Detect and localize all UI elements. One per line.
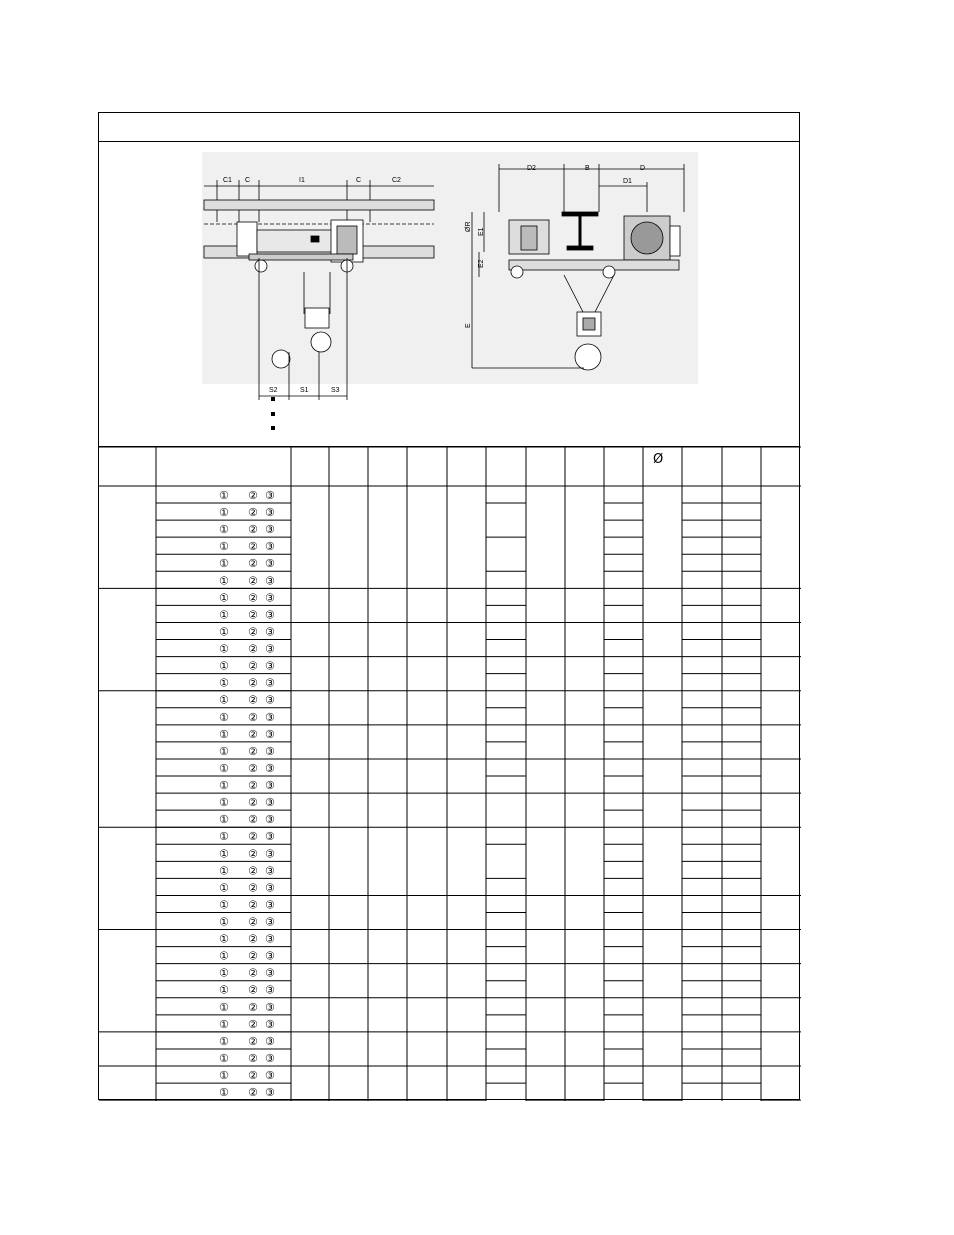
marker-2: ② — [248, 898, 258, 912]
dimension-table — [99, 113, 801, 1101]
marker-3: ③ — [265, 761, 275, 775]
marker-3: ③ — [265, 642, 275, 656]
marker-3: ③ — [265, 1051, 275, 1065]
marker-2: ② — [248, 1051, 258, 1065]
marker-2: ② — [248, 1086, 258, 1100]
marker-2: ② — [248, 881, 258, 895]
marker-1: ① — [219, 744, 229, 758]
marker-2: ② — [248, 932, 258, 946]
marker-1: ① — [219, 625, 229, 639]
marker-2: ② — [248, 523, 258, 537]
marker-3: ③ — [265, 796, 275, 810]
marker-2: ② — [248, 847, 258, 861]
marker-1: ① — [219, 949, 229, 963]
marker-1: ① — [219, 1086, 229, 1100]
marker-2: ② — [248, 642, 258, 656]
marker-1: ① — [219, 659, 229, 673]
label-e2: E2 — [478, 259, 485, 268]
label-s3: S3 — [331, 387, 340, 394]
marker-3: ③ — [265, 693, 275, 707]
marker-2: ② — [248, 506, 258, 520]
marker-1: ① — [219, 693, 229, 707]
marker-1: ① — [219, 710, 229, 724]
marker-3: ③ — [265, 625, 275, 639]
marker-3: ③ — [265, 540, 275, 554]
marker-3: ③ — [265, 949, 275, 963]
marker-1: ① — [219, 898, 229, 912]
marker-3: ③ — [265, 659, 275, 673]
marker-2: ② — [248, 710, 258, 724]
label-i1: I1 — [299, 177, 305, 184]
marker-3: ③ — [265, 591, 275, 605]
marker-1: ① — [219, 642, 229, 656]
marker-3: ③ — [265, 489, 275, 502]
marker-2: ② — [248, 727, 258, 741]
marker-1: ① — [219, 506, 229, 520]
label-b: B — [585, 165, 590, 172]
marker-2: ② — [248, 557, 258, 571]
marker-1: ① — [219, 881, 229, 895]
marker-1: ① — [219, 983, 229, 997]
marker-3: ③ — [265, 898, 275, 912]
marker-3: ③ — [265, 864, 275, 878]
marker-1: ① — [219, 1051, 229, 1065]
marker-3: ③ — [265, 608, 275, 622]
marker-3: ③ — [265, 1000, 275, 1014]
marker-3: ③ — [265, 779, 275, 793]
marker-1: ① — [219, 796, 229, 810]
label-c-right: C — [356, 177, 362, 184]
marker-2: ② — [248, 574, 258, 588]
marker-1: ① — [219, 966, 229, 980]
marker-1: ① — [219, 830, 229, 844]
marker-3: ③ — [265, 1017, 275, 1031]
marker-1: ① — [219, 864, 229, 878]
marker-2: ② — [248, 761, 258, 775]
marker-3: ③ — [265, 830, 275, 844]
marker-1: ① — [219, 932, 229, 946]
marker-1: ① — [219, 557, 229, 571]
marker-2: ② — [248, 540, 258, 554]
marker-1: ① — [219, 915, 229, 929]
marker-2: ② — [248, 489, 258, 502]
marker-3: ③ — [265, 523, 275, 537]
marker-3: ③ — [265, 727, 275, 741]
marker-2: ② — [248, 676, 258, 690]
marker-2: ② — [248, 1000, 258, 1014]
marker-1: ① — [219, 540, 229, 554]
marker-3: ③ — [265, 506, 275, 520]
marker-3: ③ — [265, 881, 275, 895]
label-r: ØR — [465, 221, 472, 232]
marker-2: ② — [248, 813, 258, 827]
label-d1: D1 — [623, 178, 632, 185]
marker-1: ① — [219, 727, 229, 741]
marker-1: ① — [219, 1017, 229, 1031]
marker-3: ③ — [265, 557, 275, 571]
marker-1: ① — [219, 523, 229, 537]
marker-3: ③ — [265, 1086, 275, 1100]
marker-2: ② — [248, 625, 258, 639]
marker-1: ① — [219, 779, 229, 793]
marker-1: ① — [219, 813, 229, 827]
marker-1: ① — [219, 608, 229, 622]
marker-1: ① — [219, 1069, 229, 1083]
marker-3: ③ — [265, 710, 275, 724]
marker-2: ② — [248, 949, 258, 963]
label-d2: D2 — [527, 165, 536, 172]
label-s2: S2 — [269, 387, 278, 394]
marker-2: ② — [248, 1017, 258, 1031]
marker-2: ② — [248, 693, 258, 707]
marker-3: ③ — [265, 574, 275, 588]
marker-2: ② — [248, 864, 258, 878]
label-s1: S1 — [300, 387, 309, 394]
marker-3: ③ — [265, 1069, 275, 1083]
marker-2: ② — [248, 744, 258, 758]
marker-2: ② — [248, 779, 258, 793]
marker-3: ③ — [265, 966, 275, 980]
marker-1: ① — [219, 1034, 229, 1048]
marker-1: ① — [219, 591, 229, 605]
label-d: D — [640, 165, 646, 172]
label-c1: C1 — [223, 177, 232, 184]
marker-2: ② — [248, 830, 258, 844]
marker-2: ② — [248, 915, 258, 929]
marker-3: ③ — [265, 915, 275, 929]
marker-3: ③ — [265, 676, 275, 690]
marker-3: ③ — [265, 1034, 275, 1048]
marker-1: ① — [219, 676, 229, 690]
marker-2: ② — [248, 983, 258, 997]
diameter-symbol: Ø — [653, 452, 664, 467]
marker-1: ① — [219, 761, 229, 775]
datasheet-frame — [98, 112, 800, 1100]
marker-2: ② — [248, 591, 258, 605]
marker-2: ② — [248, 608, 258, 622]
label-e: E — [465, 323, 472, 328]
label-c2: C2 — [392, 177, 401, 184]
marker-3: ③ — [265, 744, 275, 758]
label-e1: E1 — [478, 227, 485, 236]
marker-3: ③ — [265, 813, 275, 827]
marker-1: ① — [219, 489, 229, 502]
marker-1: ① — [219, 1000, 229, 1014]
marker-3: ③ — [265, 983, 275, 997]
marker-2: ② — [248, 1034, 258, 1048]
marker-2: ② — [248, 1069, 258, 1083]
label-c: C — [245, 177, 251, 184]
marker-3: ③ — [265, 847, 275, 861]
marker-1: ① — [219, 574, 229, 588]
marker-2: ② — [248, 796, 258, 810]
marker-3: ③ — [265, 932, 275, 946]
marker-2: ② — [248, 659, 258, 673]
marker-2: ② — [248, 966, 258, 980]
marker-1: ① — [219, 847, 229, 861]
